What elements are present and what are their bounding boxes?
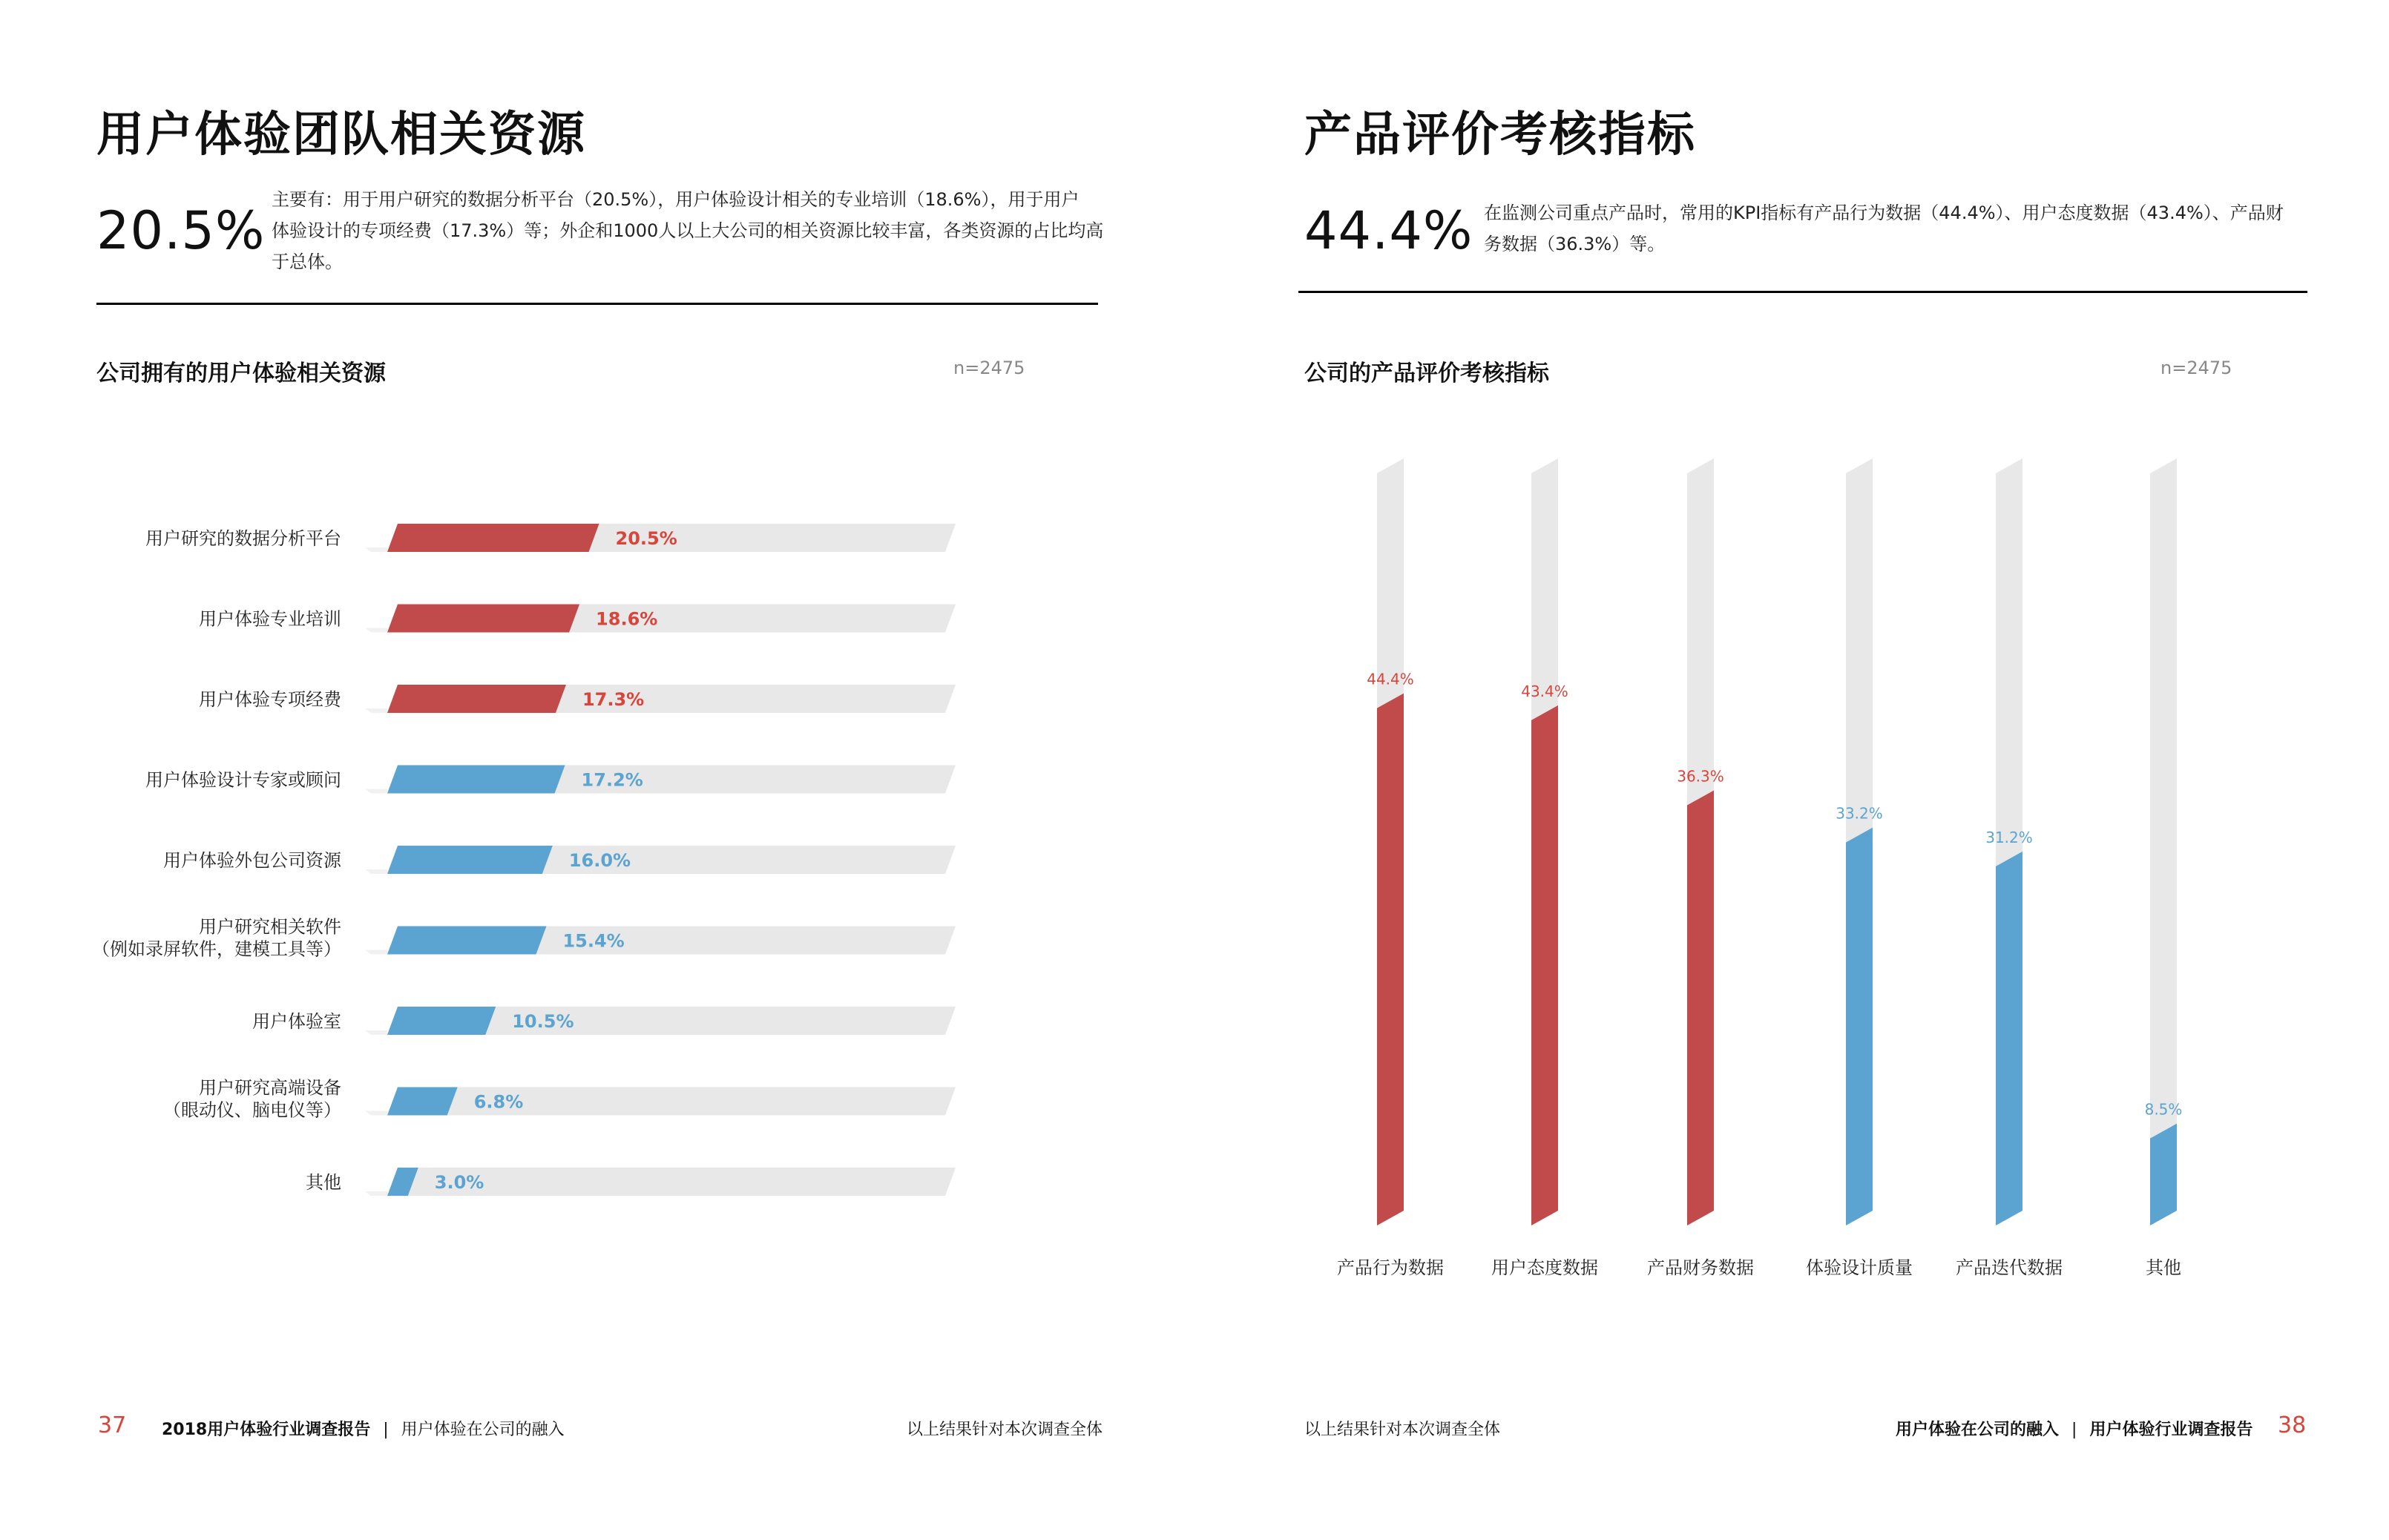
page-title: 产品评价考核指标: [1304, 108, 1696, 162]
bar: [387, 605, 579, 633]
bar-shadow: [365, 950, 387, 955]
data-label: 3.0%: [434, 1172, 484, 1193]
category-label: 产品财务数据: [1647, 1257, 1754, 1278]
bar-shadow: [365, 1030, 387, 1035]
description-line: 体验设计的专项经费（17.3%）等；外企和1000人以上大公司的相关资源比较丰富，各类资源的占比均高: [272, 220, 1104, 241]
data-label: 18.6%: [596, 608, 658, 630]
description-line: 主要有：用于用户研究的数据分析平台（20.5%），用户体验设计相关的专业培训（18.6%），用于用户: [272, 189, 1080, 210]
bar-shadow: [365, 547, 387, 552]
bar: [1531, 705, 1558, 1225]
bar: [387, 524, 599, 552]
right-page: [1194, 0, 2389, 1540]
category-label: （例如录屏软件，建模工具等）: [92, 938, 341, 960]
bar: [1687, 791, 1714, 1225]
bar: [1996, 852, 2022, 1225]
bar-shadow: [365, 1191, 387, 1196]
bar-shadow: [365, 1111, 387, 1116]
category-label: 用户体验外包公司资源: [163, 850, 341, 871]
bar-shadow: [365, 789, 387, 794]
data-label: 17.2%: [581, 769, 643, 791]
sample-size: n=2475: [2160, 358, 2232, 378]
category-label: 体验设计质量: [1806, 1257, 1913, 1278]
bar: [387, 846, 553, 874]
data-label: 33.2%: [1836, 804, 1883, 823]
category-label: （眼动仪、脑电仪等）: [163, 1099, 341, 1121]
category-label: 用户体验室: [252, 1011, 341, 1032]
bar: [387, 685, 566, 713]
bar: [1377, 694, 1404, 1225]
data-label: 16.0%: [568, 850, 631, 871]
data-label: 44.4%: [1367, 670, 1414, 688]
footer-note: 以上结果针对本次调查全体: [907, 1421, 1103, 1439]
bar: [387, 927, 546, 955]
description: [1484, 197, 2322, 260]
category-label: 用户体验设计专家或顾问: [145, 769, 341, 791]
description-line: 于总体。: [272, 251, 343, 272]
report-name: 2018用户体验行业调查报告: [162, 1421, 371, 1439]
description-line: 务数据（36.3%）等。: [1484, 234, 1666, 254]
bar-shadow: [365, 628, 387, 633]
category-label: 产品迭代数据: [1956, 1257, 2063, 1278]
data-label: 10.5%: [512, 1011, 574, 1032]
data-label: 6.8%: [473, 1091, 524, 1113]
bar: [387, 1007, 496, 1035]
category-label: 用户体验专项经费: [199, 689, 341, 710]
horizontal-bar-chart: [0, 504, 1194, 1246]
data-label: 15.4%: [562, 930, 625, 952]
data-label: 20.5%: [615, 528, 677, 549]
bar: [387, 766, 565, 794]
data-label: 31.2%: [1985, 828, 2033, 846]
chart-title: 公司的产品评价考核指标: [1304, 361, 1549, 386]
data-label: 8.5%: [2144, 1100, 2183, 1119]
left-page: [0, 0, 1194, 1540]
page-number: 37: [98, 1412, 127, 1438]
section-name: 用户体验在公司的融入: [1896, 1421, 2060, 1439]
divider: [96, 303, 1098, 305]
divider: [1298, 291, 2307, 293]
category-label: 用户研究相关软件: [199, 916, 341, 938]
bar: [2150, 1124, 2177, 1225]
footer-right: [1896, 1417, 2252, 1440]
footer-note: 以上结果针对本次调查全体: [1304, 1421, 1501, 1439]
sample-size: n=2475: [953, 358, 1025, 378]
bar: [387, 1087, 458, 1116]
chart-title: 公司拥有的用户体验相关资源: [96, 361, 386, 386]
data-label: 43.4%: [1521, 682, 1568, 700]
bar-track: [387, 1087, 956, 1116]
highlight-stat: 20.5%: [96, 200, 266, 261]
page-title: 用户体验团队相关资源: [96, 108, 586, 162]
footer-separator: |: [383, 1421, 389, 1439]
footer-separator: |: [2071, 1421, 2077, 1439]
footer-left: [162, 1417, 565, 1440]
vertical-bar-chart: [1194, 415, 2389, 1291]
description: [272, 184, 1110, 277]
category-label: 其他: [2146, 1257, 2181, 1278]
category-label: 用户研究高端设备: [199, 1077, 341, 1099]
report-name: 用户体验行业调查报告: [2089, 1421, 2253, 1439]
page-number: 38: [2278, 1412, 2307, 1438]
section-name: 用户体验在公司的融入: [401, 1421, 565, 1439]
data-label: 36.3%: [1677, 767, 1724, 786]
description-line: 在监测公司重点产品时，常用的KPI指标有产品行为数据（44.4%）、用户态度数据（43.4%）、产品财: [1484, 203, 2284, 223]
category-label: 其他: [306, 1172, 341, 1193]
bar-shadow: [365, 869, 387, 874]
highlight-stat: 44.4%: [1304, 200, 1473, 261]
bar: [1846, 828, 1873, 1225]
bar-shadow: [365, 708, 387, 713]
data-label: 17.3%: [582, 689, 645, 710]
category-label: 用户体验专业培训: [199, 608, 341, 630]
category-label: 用户研究的数据分析平台: [145, 528, 341, 549]
category-label: 用户态度数据: [1491, 1257, 1598, 1278]
category-label: 产品行为数据: [1337, 1257, 1444, 1278]
